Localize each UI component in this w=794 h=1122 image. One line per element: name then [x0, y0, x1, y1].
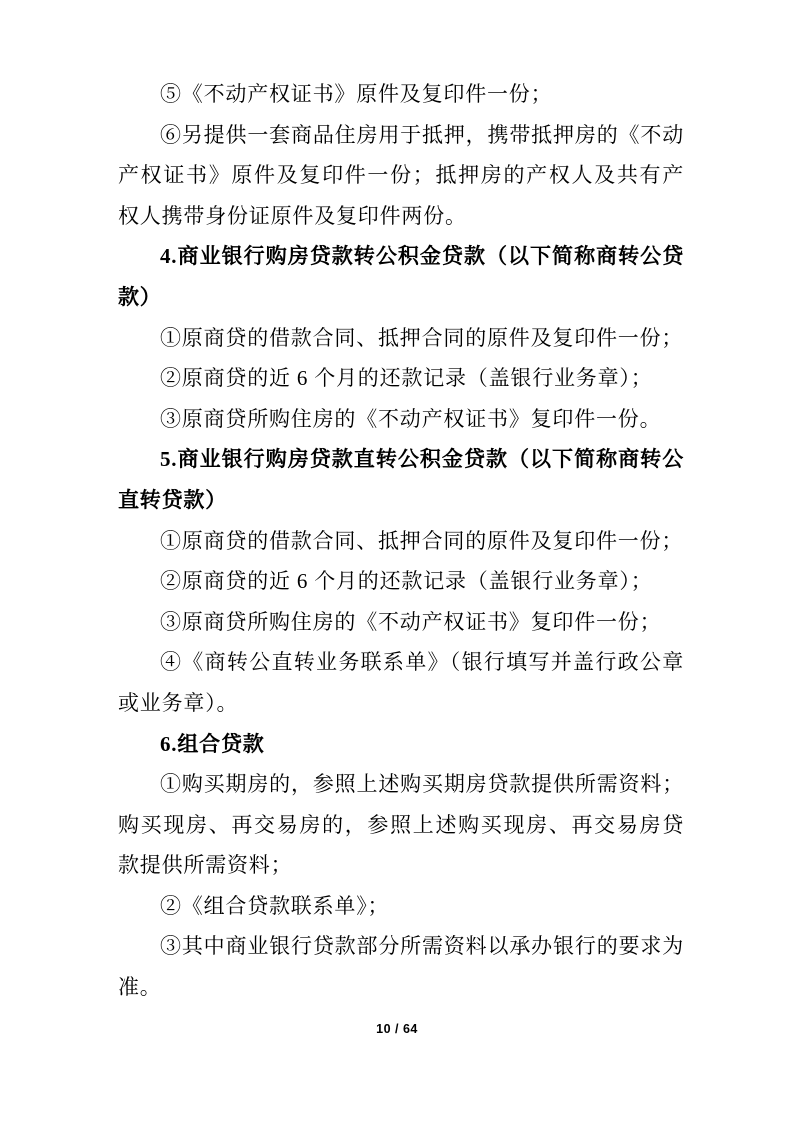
list-item: ③原商贷所购住房的《不动产权证书》复印件一份； — [160, 609, 662, 634]
list-item: ⑤《不动产权证书》原件及复印件一份； — [160, 82, 553, 106]
list-item: ②《组合贷款联系单》； — [160, 893, 390, 918]
page-number: 10 / 64 — [376, 1022, 418, 1036]
list-item: ②原商贷的近 6 个月的还款记录（盖银行业务章）； — [160, 569, 653, 594]
list-item: ④《商转公直转业务联系单》（银行填写并盖行政公章或业务章）。 — [118, 650, 684, 715]
section-heading-4: 4.商业银行购房贷款转公积金贷款（以下简称商转公贷款） — [118, 244, 684, 309]
list-item: ③其中商业银行贷款部分所需资料以承办银行的要求为准。 — [118, 934, 684, 1000]
list-item: ①原商贷的借款合同、抵押合同的原件及复印件一份； — [160, 528, 684, 553]
list-item: ②原商贷的近 6 个月的还款记录（盖银行业务章）； — [160, 366, 653, 391]
document-body — [118, 74, 684, 1008]
section-heading-5: 5.商业银行购房贷款直转公积金贷款（以下简称商转公直转贷款） — [118, 447, 684, 512]
list-item: ①购买期房的，参照上述购买期房贷款提供所需资料；购买现房、再交易房的，参照上述购买现房、再交易房贷款提供所需资料； — [118, 772, 684, 878]
list-item: ③原商贷所购住房的《不动产权证书》复印件一份。 — [160, 406, 662, 431]
list-item: ①原商贷的借款合同、抵押合同的原件及复印件一份； — [160, 325, 684, 350]
list-item: ⑥另提供一套商品住房用于抵押，携带抵押房的《不动产权证书》原件及复印件一份；抵押房的产权人及共有产权人携带身份证原件及复印件两份。 — [118, 122, 684, 228]
section-heading-6: 6.组合贷款 — [160, 731, 265, 756]
